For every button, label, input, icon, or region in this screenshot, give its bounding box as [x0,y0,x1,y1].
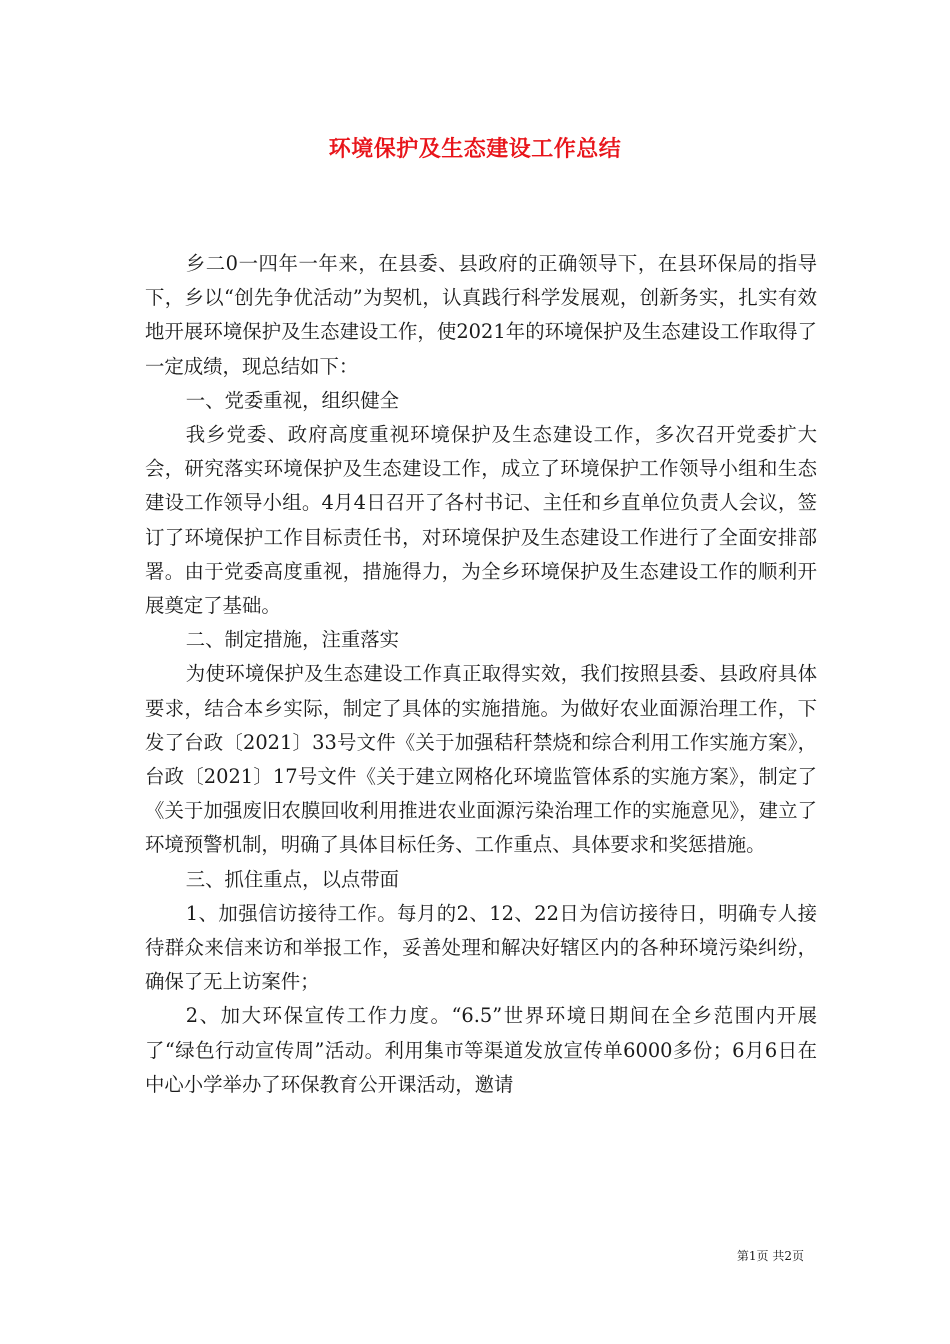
section-heading-2: 二、制定措施，注重落实 [185,628,400,652]
document-title: 环境保护及生态建设工作总结 [328,136,622,162]
section-heading-1: 一、党委重视，组织健全 [185,388,400,412]
page-number-footer: 第1页 共2页 [736,1249,804,1263]
section-3-item-1: 1、加强信访接待工作。每月的2、12、22日为信访接待日，明确专人接待群众来信来访和举报工作，妥善处理和解决好辖区内的各种环境污染纠纷，确保了无上访案件； [145,901,817,994]
section-2-paragraph: 为使环境保护及生态建设工作真正取得实效，我们按照县委、县政府具体要求，结合本乡实际，制定了具体的实施措施。为做好农业面源治理工作，下发了台政〔2021〕33号文件《关于加强秸秆禁烧和综合利用工作实施方案》，台政〔2021〕17号文件《关于建立网格化环境监管体系的实施方案》，制定了《关于加强废旧农膜回收利用推进农业面源污染治理工作的实施意见》，建立了环境预警机制，明确了具体目标任务、工作重点、具体要求和奖惩措施。 [145,662,817,857]
section-1-paragraph: 我乡党委、政府高度重视环境保护及生态建设工作，多次召开党委扩大会，研究落实环境保护及生态建设工作，成立了环境保护工作领导小组和生态建设工作领导小组。4月4日召开了各村书记、主任和乡直单位负责人会议，签订了环境保护工作目标责任书，对环境保护及生态建设工作进行了全面安排部署。由于党委高度重视，措施得力，为全乡环境保护及生态建设工作的顺利开展奠定了基础。 [145,423,817,618]
intro-paragraph: 乡二0一四年一年来，在县委、县政府的正确领导下，在县环保局的指导下，乡以“创先争优活动”为契机，认真践行科学发展观，创新务实，扎实有效地开展环境保护及生态建设工作，使2021年的环境保护及生态建设工作取得了一定成绩，现总结如下： [145,252,817,378]
section-3-item-2: 2、加大环保宣传工作力度。“6.5”世界环境日期间在全乡范围内开展了“绿色行动宣传周”活动。利用集市等渠道发放宣传单6000多份；6月6日在中心小学举办了环保教育公开课活动，邀请 [145,1004,817,1096]
section-heading-3: 三、抓住重点，以点带面 [185,867,400,891]
document-body [145,247,817,1102]
